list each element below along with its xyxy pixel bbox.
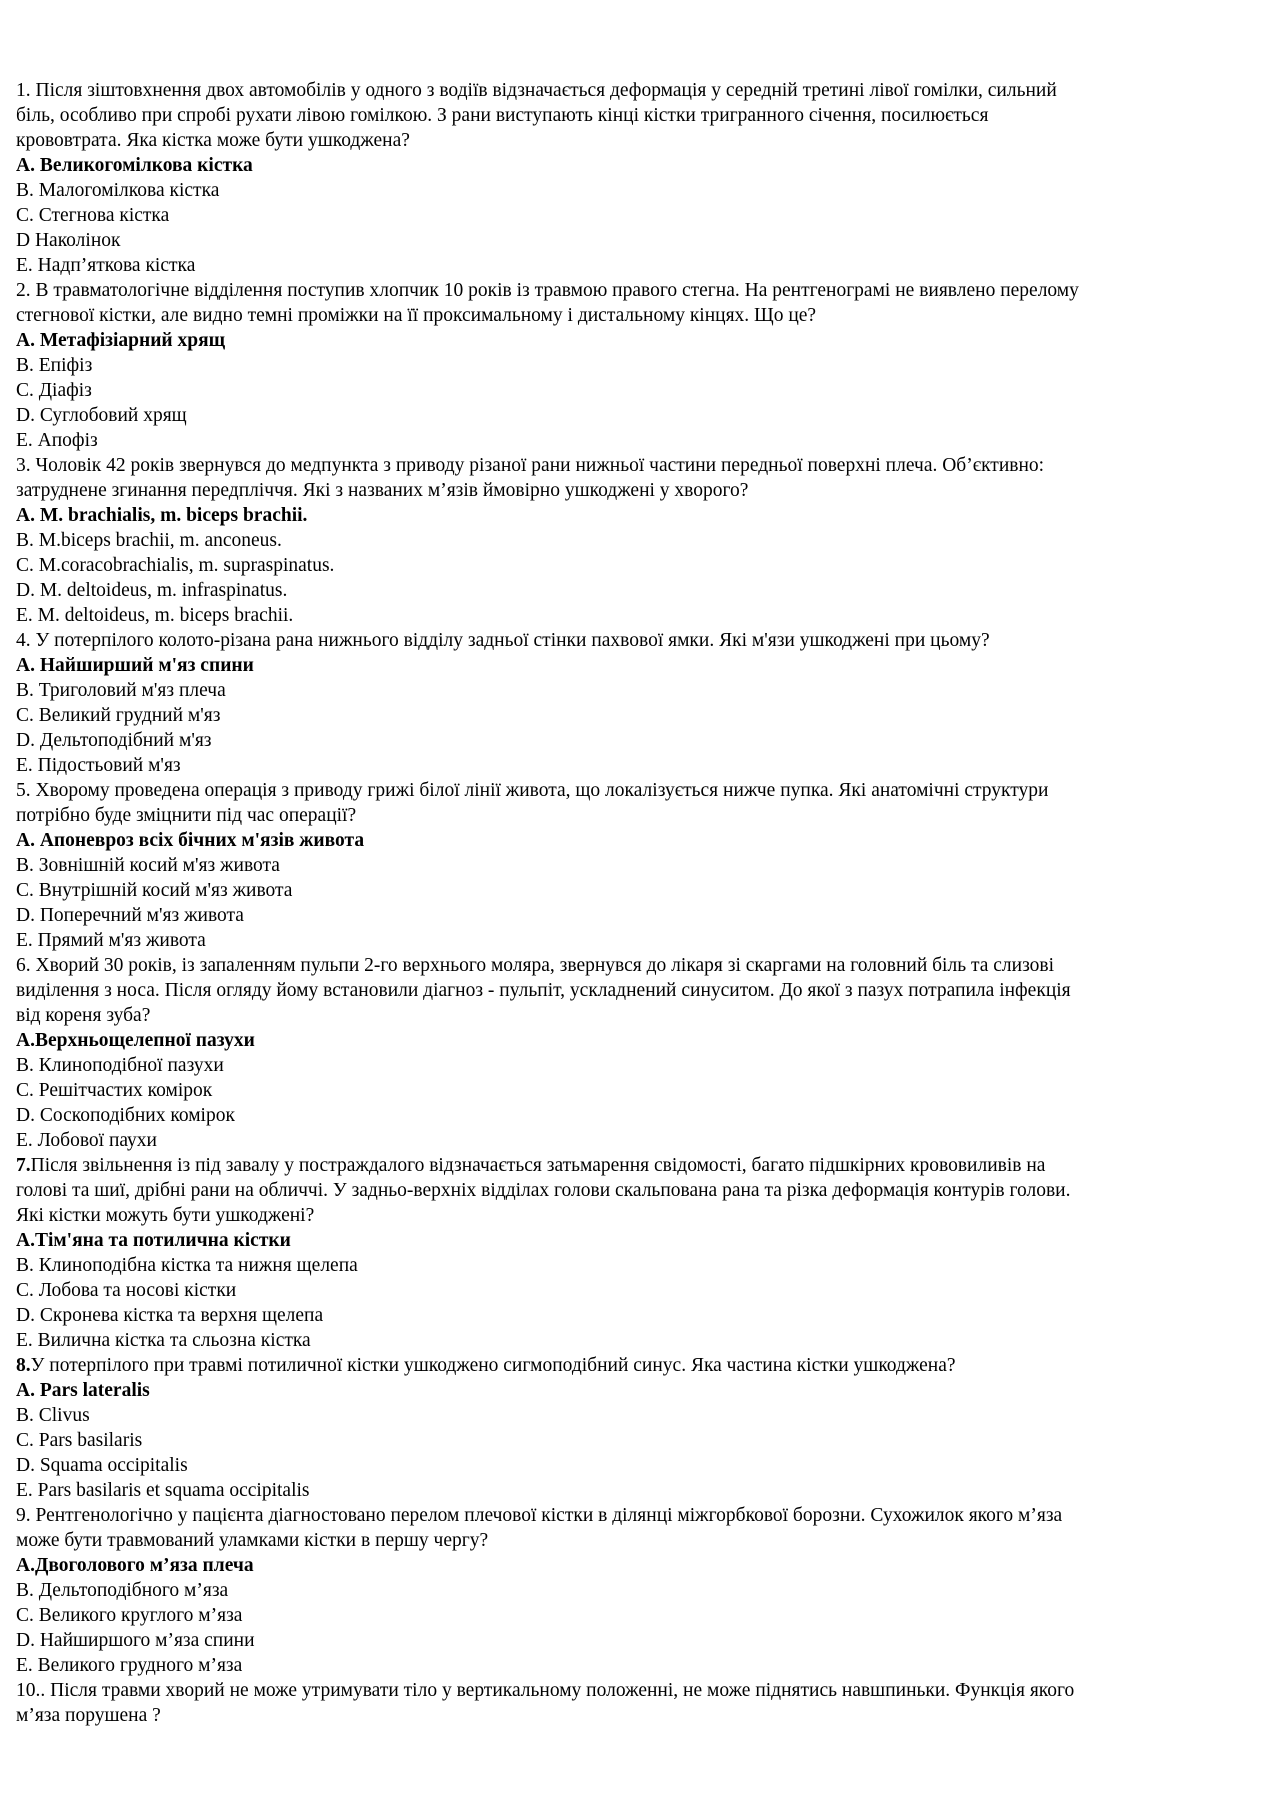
answer-option: D. Суглобовий хрящ <box>16 405 187 426</box>
question-block <box>16 78 1226 278</box>
question-text: голові та шиї, дрібні рани на обличчі. У задньо-верхніх відділах голови скальпована рана та різка деформація контурів голови. <box>16 1180 1071 1201</box>
answer-option: B. M.biceps brachii, m. anconeus. <box>16 530 282 551</box>
question-text: Після травми хворий не може утримувати тіло у вертикальному положенні, не може піднятись навшпиньки. Функція якого <box>50 1680 1075 1701</box>
answer-option: D. M. deltoideus, m. infraspinatus. <box>16 580 288 601</box>
question-text-first-line <box>16 78 1226 103</box>
question-text-line <box>16 803 1226 828</box>
answer-option: В. Зовнішній косий м'яз живота <box>16 855 280 876</box>
question-text: затруднене згинання передпліччя. Які з названих м’язів ймовірно ушкоджені у хворого? <box>16 480 749 501</box>
answer-option: В. Клиноподібної пазухи <box>16 1055 224 1076</box>
answer-option: С. Внутрішній косий м'яз живота <box>16 880 293 901</box>
answer-option: D. Скронева кістка та верхня щелепа <box>16 1305 324 1326</box>
answer-option: С. Решітчастих комірок <box>16 1080 213 1101</box>
question-text-first-line <box>16 778 1226 803</box>
question-number: 5. <box>16 780 31 801</box>
answer-option: D. Squama occipitalis <box>16 1455 188 1476</box>
answer-option: Е. Надп’яткова кістка <box>16 255 196 276</box>
question-block <box>16 1503 1226 1678</box>
answer-option-correct: А.Верхньощелепної пазухи <box>16 1030 255 1051</box>
question-text-first-line <box>16 453 1226 478</box>
question-text-first-line <box>16 1503 1226 1528</box>
answer-option: С. Стегнова кістка <box>16 205 170 226</box>
question-number: 3. <box>16 455 31 476</box>
question-text: Хворий 30 років, із запаленням пульпи 2-го верхнього моляра, звернувся до лікаря зі скаргами на головний біль та слизові <box>35 955 1055 976</box>
answer-option-correct: А. Апоневроз всіх бічних м'язів живота <box>16 830 365 851</box>
question-text-line <box>16 1528 1226 1553</box>
answer-option-correct: А. Найширший м'яз спини <box>16 655 254 676</box>
question-text-line <box>16 1203 1226 1228</box>
question-block <box>16 453 1226 628</box>
question-text-line <box>16 1003 1226 1028</box>
answer-option: В. Clivus <box>16 1405 90 1426</box>
answer-option-correct: А. M. brachialis, m. biceps brachii. <box>16 505 308 526</box>
answer-option: D. Найширшого м’яза спини <box>16 1630 255 1651</box>
question-text-first-line <box>16 628 1226 653</box>
answer-option-correct: А.Двоголового м’яза плеча <box>16 1555 254 1576</box>
question-text-line <box>16 1703 1226 1728</box>
question-text-first-line <box>16 953 1226 978</box>
document-page <box>16 78 1226 1728</box>
question-text: потрібно буде зміцнити під час операції? <box>16 805 357 826</box>
question-number: 6. <box>16 955 31 976</box>
answer-option: Е. Вилична кістка та сльозна кістка <box>16 1330 311 1351</box>
answer-option: Е. Pars basilaris et squama occipitalis <box>16 1480 310 1501</box>
answer-option-correct: А.Тім'яна та потилична кістки <box>16 1230 291 1251</box>
answer-option-correct: А. Великогомілкова кістка <box>16 155 253 176</box>
answer-option: В. Клиноподібна кістка та нижня щелепа <box>16 1255 358 1276</box>
question-text: Після звільнення із під завалу у постраждалого відзначається затьмарення свідомості, багато підшкірних крововиливів на <box>30 1155 1046 1176</box>
answer-option: D. Поперечний м'яз живота <box>16 905 244 926</box>
question-text: виділення з носа. Після огляду йому встановили діагноз - пульпіт, ускладнений синуситом. До якої з пазух потрапила інфекція <box>16 980 1071 1001</box>
answer-option: Е. Великого грудного м’яза <box>16 1655 243 1676</box>
question-text-line <box>16 128 1226 153</box>
question-text-line <box>16 1178 1226 1203</box>
answer-option-correct: А. Pars lateralis <box>16 1380 150 1401</box>
question-text: стегнової кістки, але видно темні проміжки на її проксимальному і дистальному кінцях. Що це? <box>16 305 817 326</box>
question-block <box>16 778 1226 953</box>
answer-option: В. Малогомілкова кістка <box>16 180 220 201</box>
question-text-first-line <box>16 1678 1226 1703</box>
question-text: В травматологічне відділення поступив хлопчик 10 років із травмою правого стегна. На рентгенограмі не виявлено перелому <box>35 280 1079 301</box>
answer-option: С. Великий грудний м'яз <box>16 705 221 726</box>
question-text-line <box>16 303 1226 328</box>
question-text: крововтрата. Яка кістка може бути ушкоджена? <box>16 130 410 151</box>
question-text: Хворому проведена операція з приводу грижі білої лінії живота, що локалізується нижче пупка. Які анатомічні структури <box>35 780 1049 801</box>
question-text: Рентгенологічно у пацієнта діагностовано перелом плечової кістки в ділянці міжгорбкової борозни. Сухожилок якого м’яза <box>35 1505 1063 1526</box>
question-number: 8. <box>16 1355 31 1376</box>
question-text: може бути травмований уламками кістки в першу чергу? <box>16 1530 489 1551</box>
question-number: 10.. <box>16 1680 46 1701</box>
question-text: м’яза порушена ? <box>16 1705 161 1726</box>
question-block <box>16 953 1226 1153</box>
question-text: У потерпілого колото-різана рана нижнього відділу задньої стінки пахвової ямки. Які м'язи ушкоджені при цьому? <box>35 630 990 651</box>
question-text: Які кістки можуть бути ушкоджені? <box>16 1205 315 1226</box>
question-block <box>16 278 1226 453</box>
question-text-line <box>16 978 1226 1003</box>
question-number: 2. <box>16 280 31 301</box>
answer-option: D. Дельтоподібний м'яз <box>16 730 212 751</box>
question-block <box>16 1353 1226 1503</box>
answer-option: С. Великого круглого м’яза <box>16 1605 243 1626</box>
question-block <box>16 628 1226 778</box>
question-number: 9. <box>16 1505 31 1526</box>
question-block <box>16 1678 1226 1728</box>
answer-option: C. M.coracobrachialis, m. supraspinatus. <box>16 555 335 576</box>
question-text: від кореня зуба? <box>16 1005 151 1026</box>
question-number: 1. <box>16 80 31 101</box>
question-number: 7. <box>16 1155 31 1176</box>
answer-option: Е. Підостьовий м'яз <box>16 755 181 776</box>
answer-option: D Наколінок <box>16 230 121 251</box>
question-text-line <box>16 103 1226 128</box>
question-text: Чоловік 42 років звернувся до медпункта з приводу різаної рани нижньої частини передньої поверхні плеча. Об’єктивно: <box>35 455 1045 476</box>
answer-option: Е. Апофіз <box>16 430 98 451</box>
answer-option: В. Триголовий м'яз плеча <box>16 680 226 701</box>
answer-option: Е. Лобової пауxи <box>16 1130 157 1151</box>
answer-option: С. Pars basilaris <box>16 1430 143 1451</box>
answer-option: С. Лобова та носові кістки <box>16 1280 237 1301</box>
answer-option: В. Епіфіз <box>16 355 93 376</box>
answer-option: В. Дельтоподібного м’яза <box>16 1580 229 1601</box>
question-text-first-line <box>16 278 1226 303</box>
question-text-first-line <box>16 1153 1226 1178</box>
question-number: 4. <box>16 630 31 651</box>
answer-option: С. Діафіз <box>16 380 92 401</box>
question-text: біль, особливо при спробі рухати лівою гомілкою. З рани виступають кінці кістки тригранного січення, посилюється <box>16 105 989 126</box>
answer-option: D. Соскоподібних комірок <box>16 1105 235 1126</box>
question-text: У потерпілого при травмі потиличної кістки ушкоджено сигмоподібний синус. Яка частина кістки ушкоджена? <box>30 1355 956 1376</box>
answer-option: Е. Прямий м'яз живота <box>16 930 206 951</box>
answer-option: E. M. deltoideus, m. biceps brachii. <box>16 605 294 626</box>
question-text-line <box>16 478 1226 503</box>
question-block <box>16 1153 1226 1353</box>
question-text: Після зіштовхнення двох автомобілів у одного з водіїв відзначається деформація у середній третині лівої гомілки, сильний <box>35 80 1057 101</box>
question-text-first-line <box>16 1353 1226 1378</box>
answer-option-correct: А. Метафізіарний хрящ <box>16 330 226 351</box>
